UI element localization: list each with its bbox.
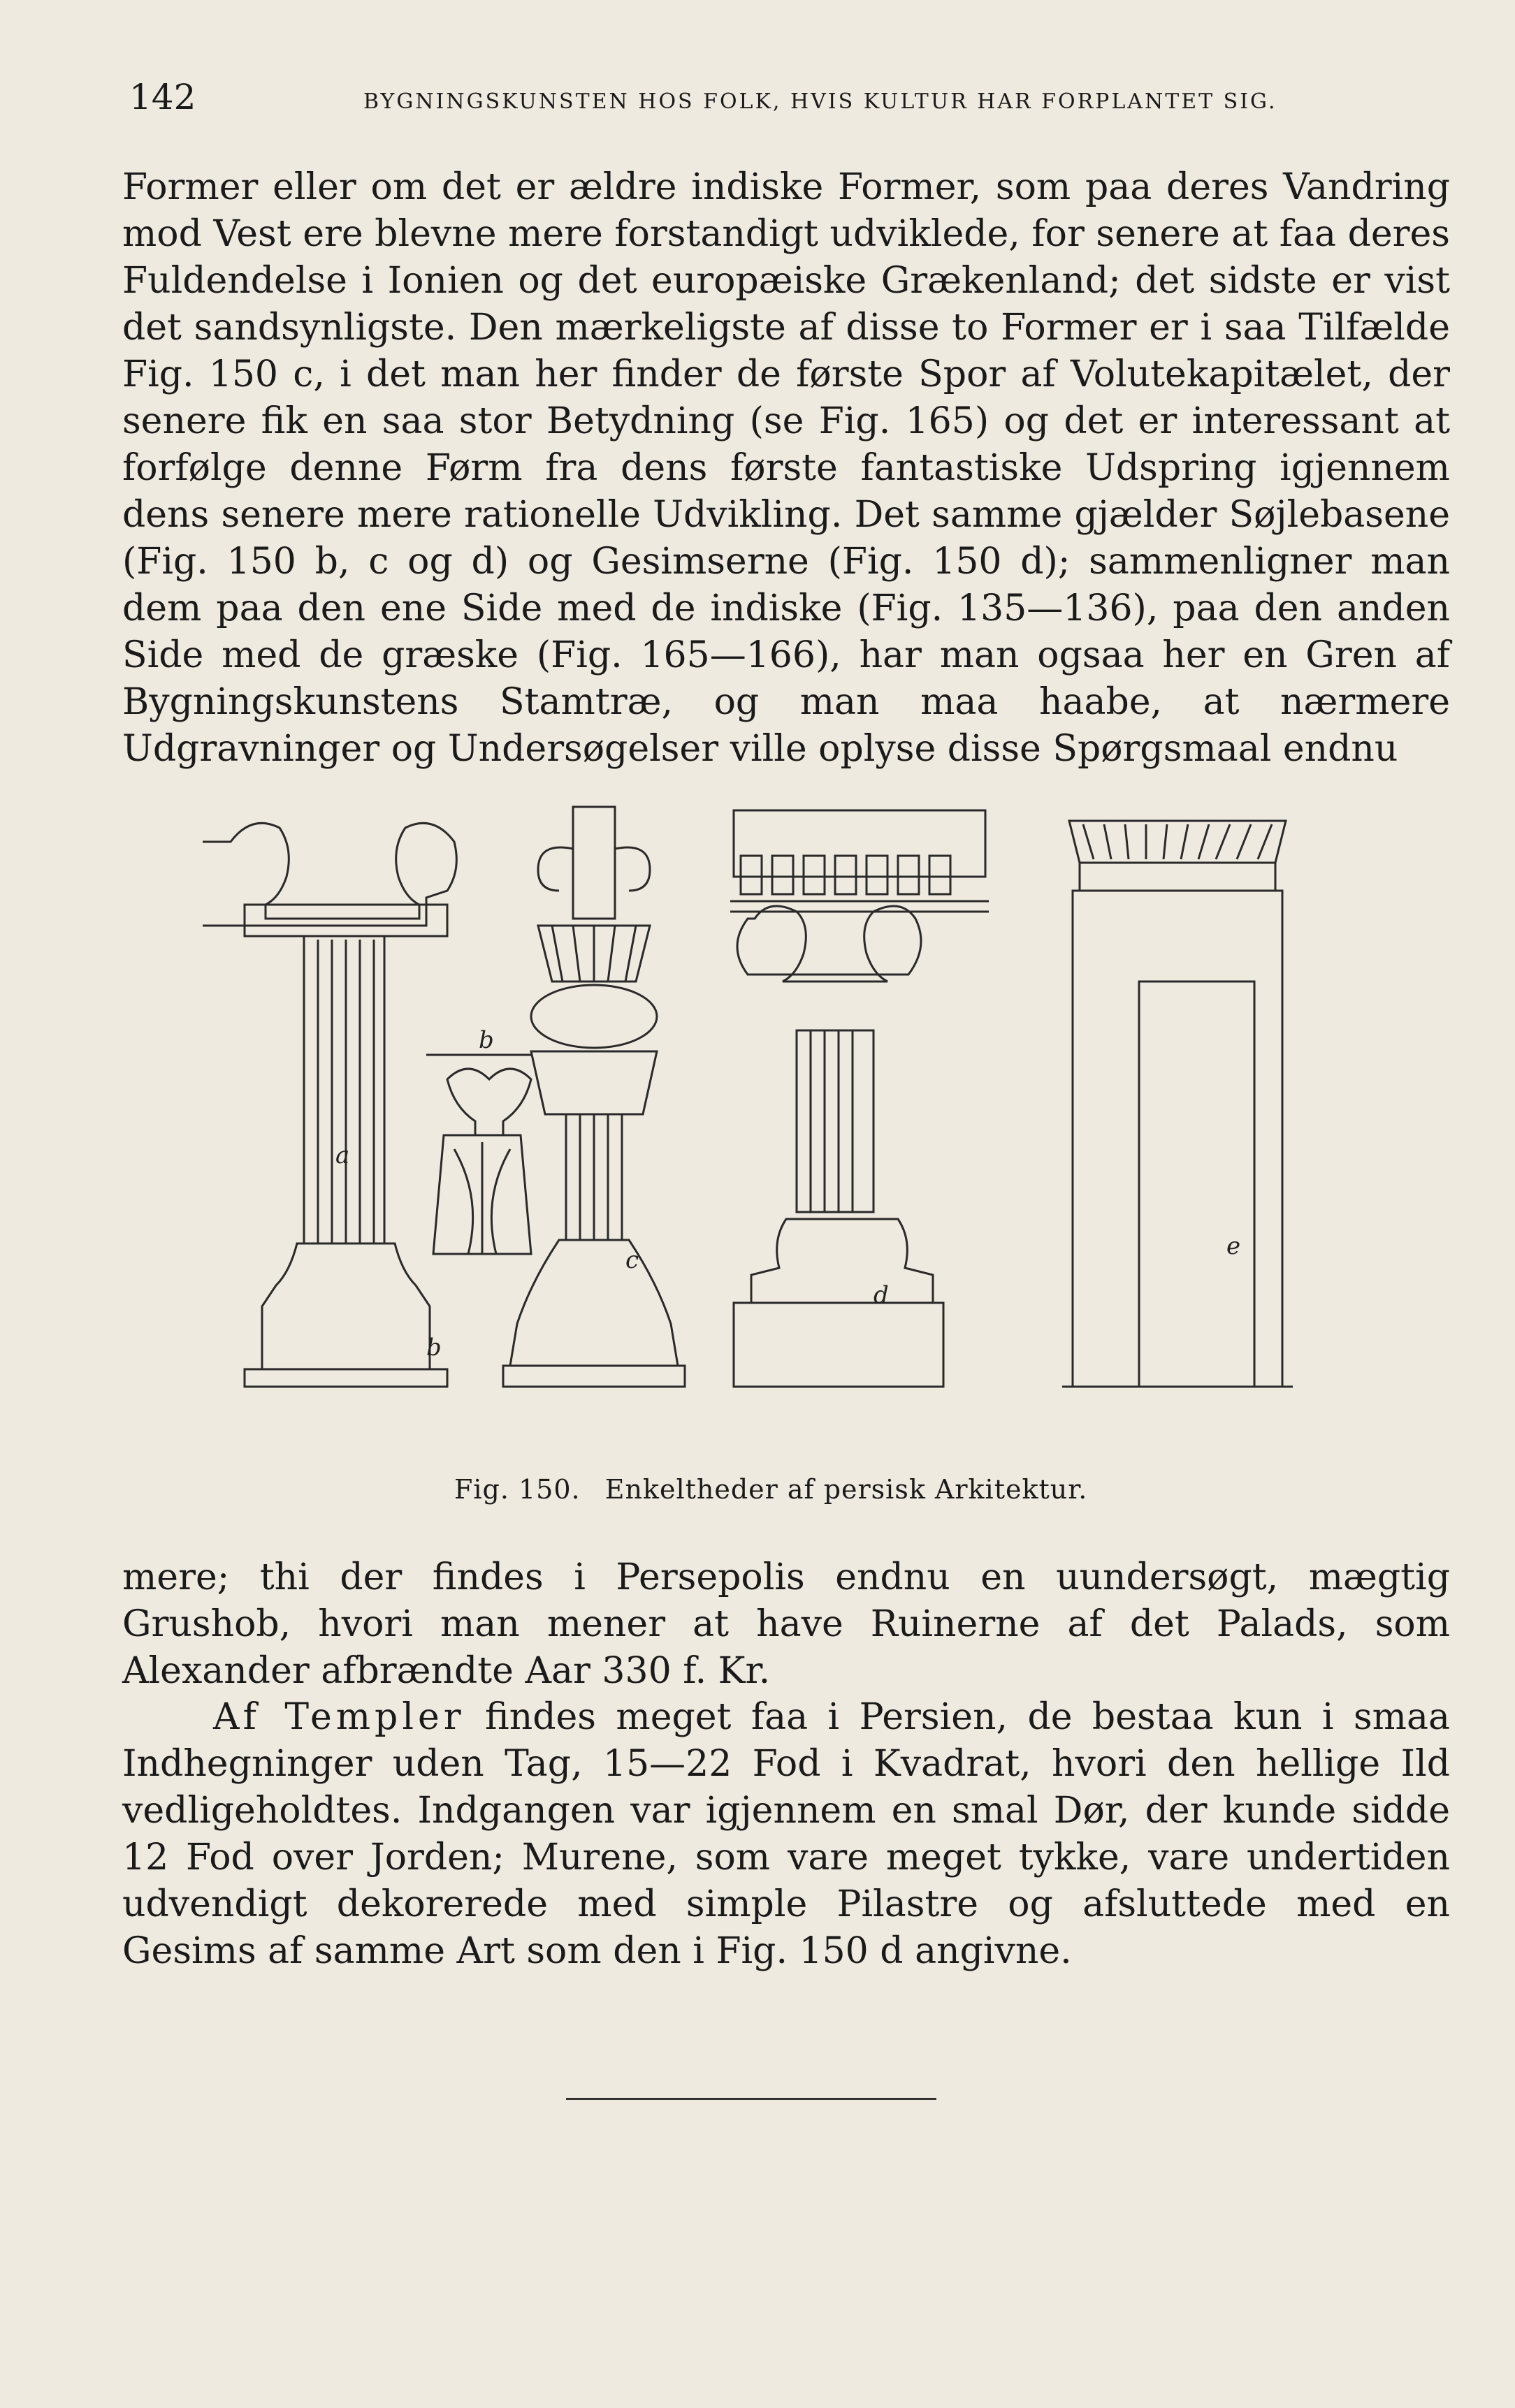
figure-caption-text: Enkeltheder af persisk Arkitektur.	[604, 1474, 1088, 1505]
paragraph-3-text: findes meget faa i Persien, de bestaa kun i smaa Indhegninger uden Tag, 15—22 Fod i Kvadrat, hvori den hellige Ild vedligeholdtes. Indgangen var igjennem en smal Dør, der kunde sidde 12 Fod over Jorden; Murene, som vare meget tykke, vare undertiden udvendigt dekorerede med simple Pilastre og afsluttede med en Gesims af samme Art som den i Fig. 150 d angivne.	[122, 1696, 1450, 1972]
label-e: e	[1226, 1232, 1241, 1260]
label-b-base: b	[426, 1334, 442, 1362]
column-d-drawing	[730, 810, 989, 1387]
column-a-drawing	[203, 823, 456, 1387]
label-d: d	[874, 1281, 889, 1309]
detail-b-drawing	[426, 1055, 531, 1254]
column-c-drawing	[503, 807, 685, 1387]
body-paragraph-2: mere; thi der findes i Persepolis endnu en uundersøgt, mægtig Grushob, hvori man mener at have Ruinerne af det Palads, som Alexander afbrændte Aar 330 f. Kr.	[122, 1556, 1450, 1692]
label-a: a	[335, 1141, 350, 1169]
running-title: BYGNINGSKUNSTEN HOS FOLK, HVIS KULTUR HAR FORPLANTET SIG.	[363, 89, 1277, 114]
figure-number: Fig. 150.	[454, 1474, 581, 1505]
body-paragraph-1: Former eller om det er ældre indiske Former, som paa deres Vandring mod Vest ere blevne mere forstandigt udviklede, for senere at faa deres Fuldendelse i Ionien og det europæiske Grækenland; det sidste er vist det sandsynligste. Den mærkeligste af disse to Former er i saa Tilfælde Fig. 150 c, i det man her finder de første Spor af Volutekapitælet, der senere fik en saa stor Betydning (se Fig. 165) og det er interessant at forfølge denne Førm fra dens første fantastiske Udspring igjennem dens senere mere rationelle Udvikling. Det samme gjælder Søjlebasene (Fig. 150 b, c og d) og Gesimserne (Fig. 150 d); sammenligner man dem paa den ene Side med de indiske (Fig. 135—136), paa den anden Side med de græske (Fig. 165—166), har man ogsaa her en Gren af Bygningskunstens Stamtræ, og man maa haabe, at nærmere Udgravninger og Undersøgelser ville oplyse disse Spørgsmaal endnu	[122, 166, 1450, 770]
page-number: 142	[129, 77, 196, 117]
label-c: c	[625, 1246, 639, 1274]
figure-persian-architecture	[203, 800, 1321, 1464]
label-b-detail: b	[479, 1026, 494, 1054]
figure-caption	[454, 1474, 1087, 1505]
spaced-term: Af Templer	[213, 1696, 465, 1738]
body-paragraph-3	[122, 1694, 1450, 1975]
figure-engraving	[203, 800, 1321, 1464]
column-e-drawing	[1062, 821, 1293, 1387]
footer-rule	[566, 2098, 936, 2100]
